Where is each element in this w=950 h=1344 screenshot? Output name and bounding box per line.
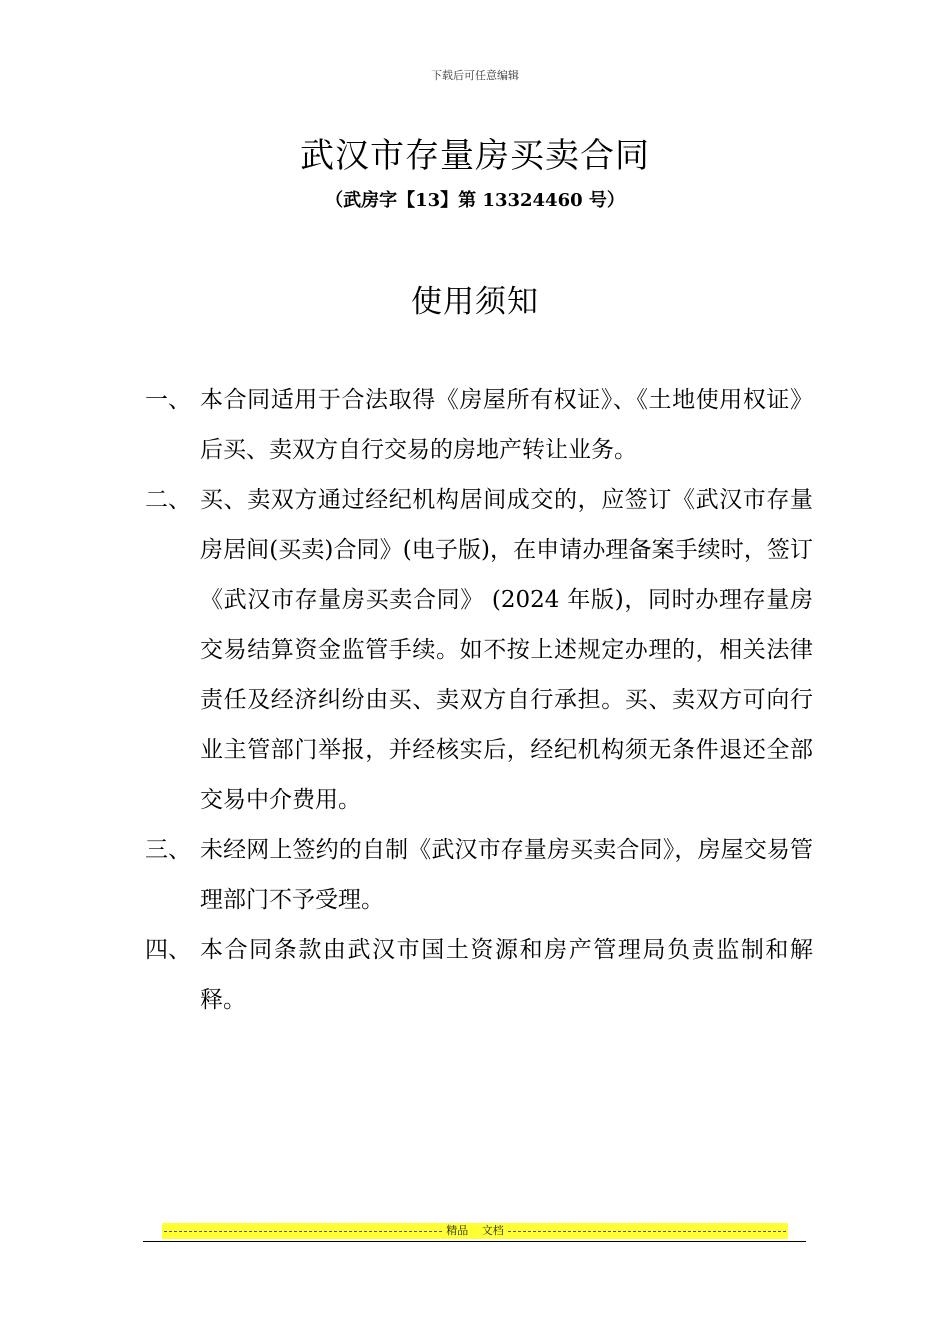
rule-item-1	[145, 375, 813, 475]
rule-number: 四、	[145, 937, 191, 963]
rule-text: 本合同适用于合法取得《房屋所有权证》、《土地使用权证》后买、卖双方自行交易的房地产转让业务。	[200, 387, 813, 463]
rules-list	[145, 375, 813, 1025]
rule-number: 一、	[145, 387, 191, 413]
rule-item-2	[145, 475, 813, 825]
rule-text: 本合同条款由武汉市国土资源和房产管理局负责监制和解释。	[200, 937, 813, 1013]
footer-highlight-bar	[162, 1223, 788, 1239]
rule-text: 买、卖双方通过经纪机构居间成交的，应签订《武汉市存量房居间(买卖)合同》(电子版)，在申请办理备案手续时，签订《武汉市存量房买卖合同》 (2024 年版)，同时办理存量房交易结算资金监管手续。如不按上述规定办理的，相关法律责任及经济纠纷由买、卖双方自行承担。买、卖双方可向行业主管部门举报，并经核实后，经纪机构须无条件退还全部交易中介费用。	[200, 487, 813, 813]
rule-item-4	[145, 925, 813, 1025]
footer-label: 精品 文档	[446, 1224, 504, 1237]
footer-divider	[143, 1241, 806, 1242]
rule-number: 二、	[145, 487, 191, 513]
header-note: 下载后可任意编辑	[431, 69, 519, 82]
rule-item-3	[145, 825, 813, 925]
footer-dash-right	[508, 1231, 786, 1232]
rule-number: 三、	[145, 837, 191, 863]
rule-text: 未经网上签约的自制《武汉市存量房买卖合同》，房屋交易管理部门不予受理。	[200, 837, 813, 913]
document-title: 武汉市存量房买卖合同	[300, 136, 650, 176]
document-number: （武房字【13】第 13324460 号）	[325, 190, 625, 211]
section-title: 使用须知	[411, 284, 539, 320]
footer-dash-left	[164, 1231, 442, 1232]
